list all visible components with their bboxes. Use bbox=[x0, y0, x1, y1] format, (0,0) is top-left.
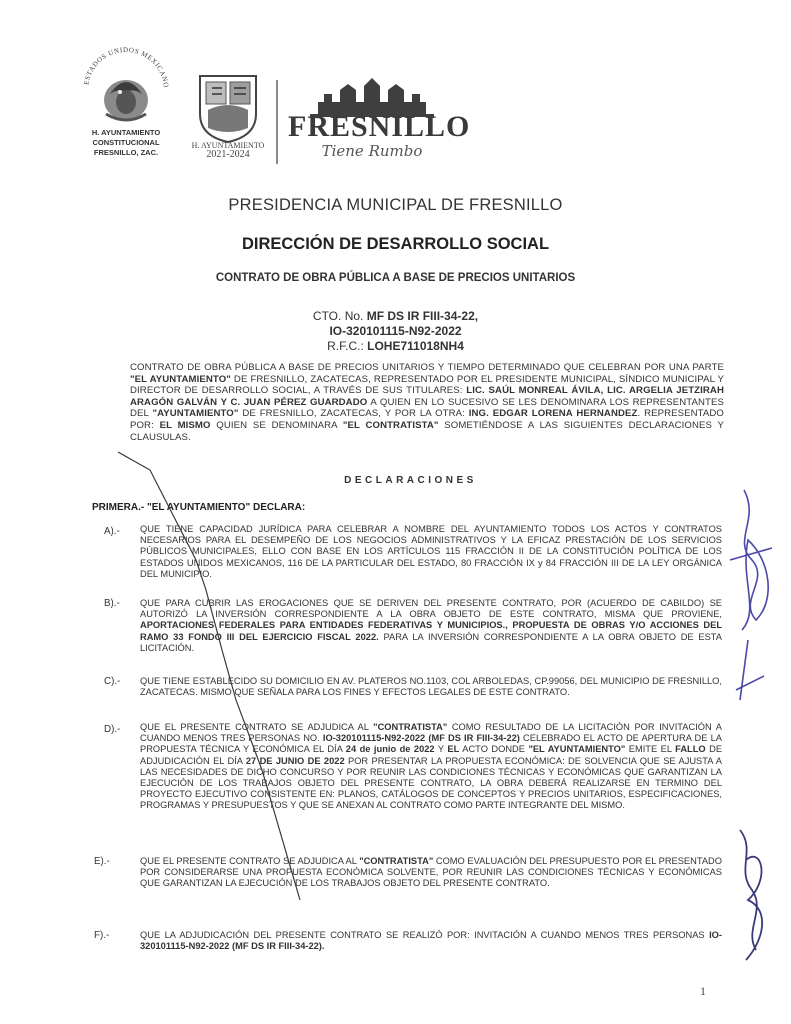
primera-heading: PRIMERA.- "EL AYUNTAMIENTO" DECLARA: bbox=[92, 502, 306, 513]
clause-b-label: B).- bbox=[104, 598, 120, 609]
pen-stroke-mark bbox=[118, 452, 300, 900]
page-number: 1 bbox=[700, 984, 706, 998]
ayuntamiento-caption: H. AYUNTAMIENTO 2021-2024 bbox=[191, 141, 265, 160]
brand-name: FRESNILLO bbox=[288, 110, 471, 143]
clause-a-label: A).- bbox=[104, 526, 120, 537]
clause-b-text: QUE PARA CUBRIR LAS EROGACIONES QUE SE DERIVEN DEL PRESENTE CONTRATO, POR (ACUERDO DE CABILDO) SE AUTORIZÓ LA INVERSIÓN CORRESPONDIENTE A LA OBRA OBJETO DE ESTE CONTRATO, MISMA QUE PROVIENE, APORTACIONES FEDERALES PARA ENTIDADES FEDERATIVAS Y MUNICIPIOS., PROPUESTA DE OBRAS Y/O ACCIONES DEL RAMO 33 FONDO III DEL EJERCICIO FISCAL 2022. PARA LA INVERSIÓN CORRESPONDIENTE A LA OBRA OBJETO DE ESTA LICITACIÓN. bbox=[140, 598, 722, 653]
contract-reference: CTO. No. MF DS IR FIII-34-22, IO-320101115-N92-2022 R.F.C.: LOHE711018NH4 bbox=[312, 309, 479, 353]
margin-signature-top bbox=[730, 490, 772, 700]
clause-c-label: C).- bbox=[104, 676, 121, 687]
intro-paragraph: CONTRATO DE OBRA PÚBLICA A BASE DE PRECIOS UNITARIOS Y TIEMPO DETERMINADO QUE CELEBRAN POR UNA PARTE "EL AYUNTAMIENTO" DE FRESNILLO, ZACATECAS, REPRESENTADO POR EL PRESIDENTE MUNICIPAL, SÍNDICO MUNICIPAL Y DIRECTOR DE DESARROLLO SOCIAL, A TRAVÉS DE SUS TITULARES: LIC. SAÚL MONREAL ÁVILA, LIC. ARGELIA JETZIRAH ARAGÓN GALVÁN Y C. JUAN PÉREZ GUARDADO A QUIEN EN LO SUCESIVO SE LES DENOMINARA LOS REPRESENTANTES DEL "AYUNTAMIENTO" DE FRESNILLO, ZACATECAS, Y POR LA OTRA: ING. EDGAR LORENA HERNANDEZ. REPRESENTADO POR: EL MISMO QUIEN SE DENOMINARA "EL CONTRATISTA" SOMETIÉNDOSE A LAS SIGUIENTES DECLARACIONES Y CLAUSULAS. bbox=[130, 362, 725, 443]
clause-e-text: QUE EL PRESENTE CONTRATO SE ADJUDICA AL "CONTRATISTA" COMO EVALUACIÓN DEL PRESUPUESTO POR EL PRESENTADO POR CONSIDERARSE UNA PROPUESTA ECONÓMICA SOLVENTE, POR REUNIR LAS CONDICIONES TÉCNICAS Y ECONÓMICAS QUE GARANTIZAN LA EJECUCIÓN DE LOS TRABAJOS OBJETO DEL PRESENTE CONTRATO. bbox=[140, 856, 722, 889]
svg-text:ESTADOS UNIDOS MEXICANOS: ESTADOS UNIDOS MEXICANO bbox=[82, 45, 171, 89]
clause-c-text: QUE TIENE ESTABLECIDO SU DOMICILIO EN AV. PLATEROS NO.1103, COL ARBOLEDAS, CP.99056, DEL MUNICIPIO DE FRESNILLO, ZACATECAS. MISMO QUE SEÑALA PARA LOS FINES Y EFECTOS LEGALES DE ESTE CONTRATO. bbox=[140, 676, 722, 698]
clause-d-label: D).- bbox=[104, 724, 121, 735]
department-title: DIRECCIÓN DE DESARROLLO SOCIAL bbox=[241, 235, 550, 253]
contract-type-title: CONTRATO DE OBRA PÚBLICA A BASE DE PRECIOS UNITARIOS bbox=[215, 272, 576, 284]
clause-f-label: F).- bbox=[94, 930, 110, 941]
clause-f-text: QUE LA ADJUDICACIÓN DEL PRESENTE CONTRATO SE REALIZÓ POR: INVITACIÓN A CUANDO MENOS TRES PERSONAS IO-320101115-N92-2022 (MF DS IR FIII-34-22). bbox=[140, 930, 722, 952]
clause-d-text: QUE EL PRESENTE CONTRATO SE ADJUDICA AL "CONTRATISTA" COMO RESULTADO DE LA LICITACIÓN POR INVITACIÓN A CUANDO MENOS TRES PERSONAS NO. IO-320101115-N92-2022 (MF DS IR FIII-34-22) CELEBRADO EL ACTO DE APERTURA DE LA PROPUESTA TÉCNICA Y ECONÓMICA EL DÍA 24 de junio de 2022 Y EL ACTO DONDE "EL AYUNTAMIENTO" EMITE EL FALLO DE ADJUDICACIÓN EL DÍA 27 DE JUNIO DE 2022 POR PRESENTAR LA PROPUESTA ECONÓMICA: DE SOLVENCIA QUE SE AJUSTA A LAS NECESIDADES DE DICHO CONCURSO Y POR REUNIR LAS CONDICIONES TÉCNICAS Y ECONÓMICAS QUE GARANTIZAN LA EJECUCIÓN DE LOS TRABAJOS OBJETO DEL PRESENTE CONTRATO, LA OBRA DEBERÁ REALIZARSE EN TERMINO DEL PROYECTO EJECUTIVO CONSISTENTE EN: PLANOS, CATÁLOGOS DE CONCEPTOS Y PRECIOS UNITARIOS, ESPECIFICACIONES, PROGRAMAS Y PRESUPUESTOS Y QUE SE ANEXAN AL CONTRATO COMO PARTE INTEGRANTE DEL MISMO. bbox=[140, 722, 723, 811]
office-title: PRESIDENCIA MUNICIPAL DE FRESNILLO bbox=[228, 196, 563, 214]
margin-signature-bottom bbox=[740, 830, 762, 960]
declaraciones-heading: DECLARACIONES bbox=[344, 475, 477, 486]
brand-tagline: Tiene Rumbo bbox=[321, 142, 423, 160]
clause-a-text: QUE TIENE CAPACIDAD JURÍDICA PARA CELEBRAR A NOMBRE DEL AYUNTAMIENTO TODOS LOS ACTOS Y CONTRATOS NECESARIOS PARA EL DESEMPEÑO DE LOS NEGOCIOS ADMINISTRATIVOS Y LA EFICAZ PRESTACIÓN DE LOS SERVICIOS PÚBLICOS MUNICIPALES, ELLO CON BASE EN LOS ARTÍCULOS 115 FRACCIÓN II DE LA CONSTITUCIÓN POLÍTICA DE LOS ESTADOS UNIDOS MEXICANOS, 116 DE LA PARTICULAR DEL ESTADO, 80 FRACCIÓN IX y 84 FRACCIÓN III DE LA LEY ORGÁNICA DEL MUNICIPIO. bbox=[140, 524, 722, 579]
clause-e-label: E).- bbox=[94, 856, 110, 867]
seal-caption: H. AYUNTAMIENTO CONSTITUCIONAL FRESNILLO, ZAC. bbox=[91, 128, 161, 157]
